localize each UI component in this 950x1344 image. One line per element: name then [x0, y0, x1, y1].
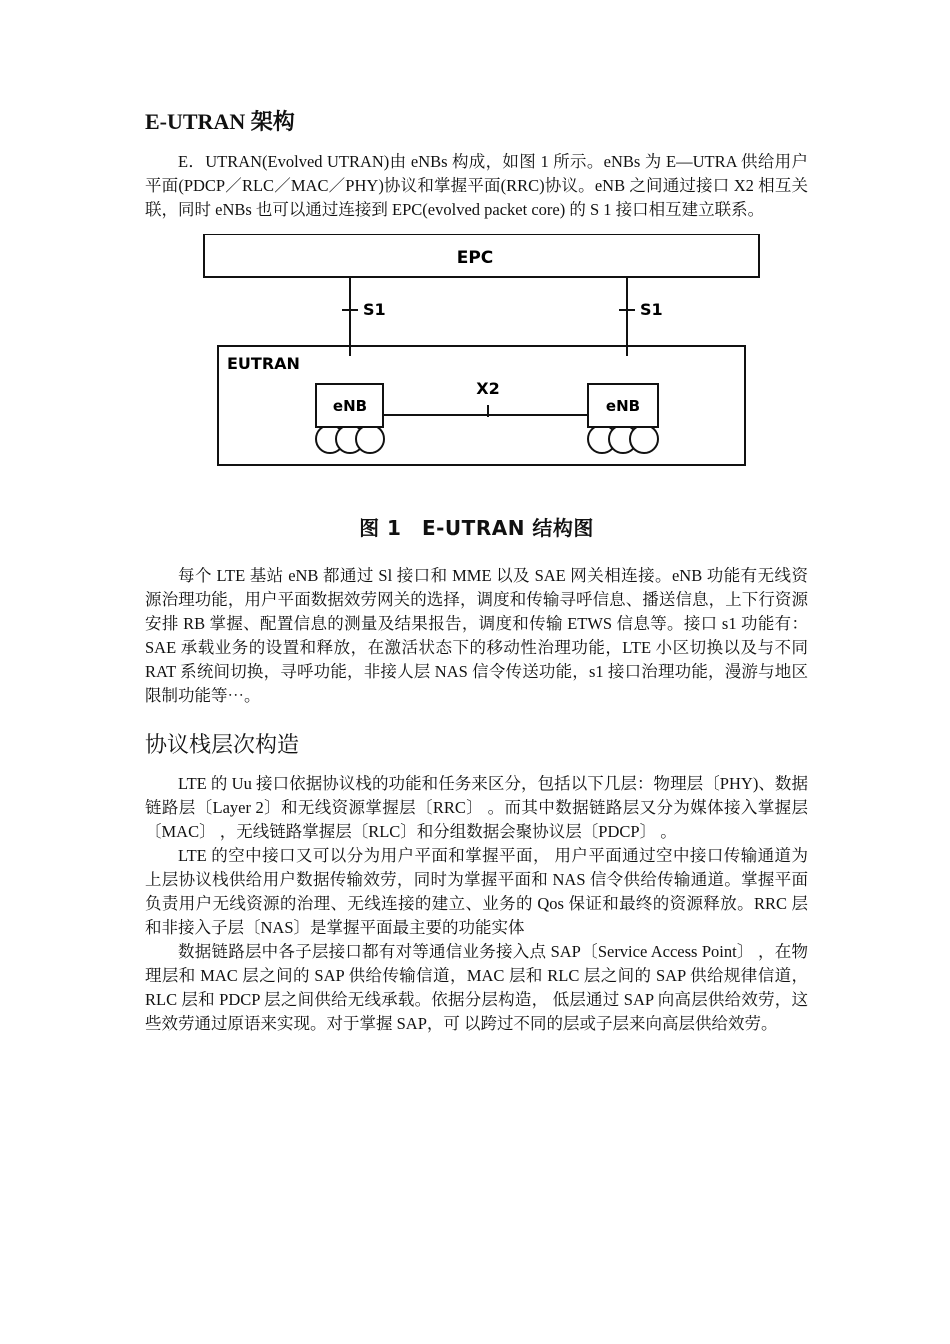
enb-left-mask [317, 418, 382, 426]
enb-right-cell-3 [630, 425, 658, 453]
enb-left-cell-3 [356, 425, 384, 453]
paragraph-eutran-intro: E．UTRAN(Evolved UTRAN)由 eNBs 构成，如图 1 所示。eNBs 为 E—UTRA 供给用户平面(PDCP／RLC／MAC／PHY)协议和掌握平面(RRC)协议。eNB 之间通过接口 X2 相互关联，同时 eNBs 也可以通过连接到 EPC(evolved packet core) 的 S 1 接口相互建立联系。 [145, 152, 808, 219]
s1-right-label: S1 [640, 300, 663, 319]
s1-left-label: S1 [363, 300, 386, 319]
epc-label: EPC [456, 248, 494, 268]
paragraph-sap: 数据链路层中各子层接口都有对等通信业务接入点 SAP〔Service Access Point〕 ，在物理层和 MAC 层之间的 SAP 供给传输信道，MAC 层和 RLC 层之间的 SAP 供给规律信道，RLC 层和 PDCP 层之间供给无线承载。依据分层构造， 低层通过 SAP 向高层供给效劳，这些效劳通过原语来实现。对于掌握 SAP，可 以跨过不同的层或子层来向高层供给效劳。 [145, 942, 808, 1033]
enb-left-label: eNB [332, 397, 368, 415]
eutran-label: EUTRAN [227, 354, 300, 373]
paragraph-enb-functions: 每个 LTE 基站 eNB 都通过 Sl 接口和 MME 以及 SAE 网关相连接。eNB 功能有无线资源治理功能，用户平面数据效劳网关的选择，调度和传输寻呼信息、播送信息，上下行资源安排 RB 掌握、配置信息的测量及结果报告，调度和传输 ETWS 信息等。接口 s1 功能有：SAE 承载业务的设置和释放，在激活状态下的移动性治理功能，LTE 小区切换以及与不同 RAT 系统间切换，寻呼功能，非接人层 NAS 信令传送功能，s1 接口治理功能，漫游与地区限制功能等⋯。 [145, 566, 808, 705]
eutran-figure [145, 234, 808, 564]
x2-label: X2 [476, 379, 500, 398]
enb-right-mask [589, 418, 657, 426]
section-title-protocol-stack: 协议栈层次构造 [145, 732, 300, 757]
figure-caption: 图 1 E-UTRAN 结构图 [359, 516, 594, 540]
enb-right-label: eNB [605, 397, 641, 415]
paragraph-air-interface: LTE 的空中接口又可以分为用户平面和掌握平面， 用户平面通过空中接口传输通道为上层协议栈供给用户数据传输效劳，同时为掌握平面和 NAS 信令供给传输通道。掌握平面负责用户无线资源的治理、无线连接的建立、业务的 Qos 保证和最终的资源释放。RRC 层和非接入子层〔NAS〕是掌握平面最主要的功能实体 [145, 846, 808, 937]
paragraph-uu-interface: LTE 的 Uu 接口依据协议栈的功能和任务来区分，包括以下几层：物理层〔PHY)、数据链路层〔Layer 2〕和无线资源掌握层〔RRC〕 。而其中数据链路层又分为媒体接入掌握层〔MAC〕 ，无线链路掌握层〔RLC〕和分组数据会聚协议层〔PDCP〕 。 [145, 774, 808, 841]
document-page [145, 98, 808, 1036]
section-title-eutran: E-UTRAN 架构 [145, 109, 295, 134]
